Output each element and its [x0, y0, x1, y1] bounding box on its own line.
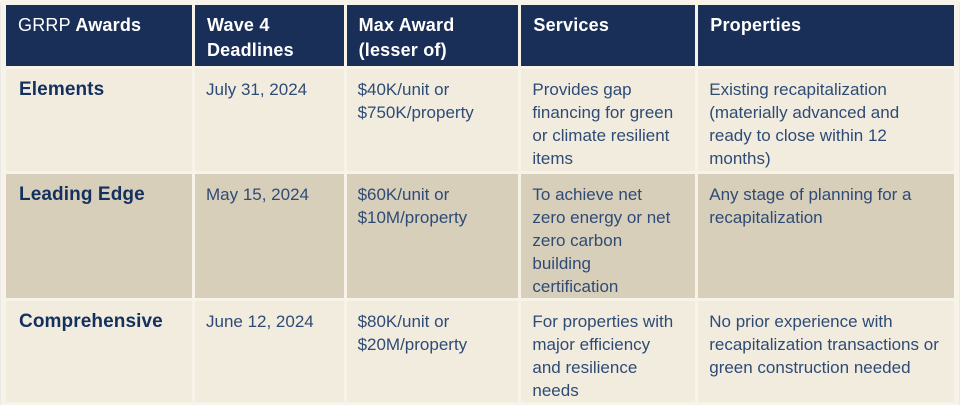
header-properties: Properties [698, 5, 954, 66]
table-row-comprehensive [6, 301, 954, 402]
header-services: Services [521, 5, 695, 66]
header-grrp-prefix: GRRP [18, 15, 71, 35]
header-grrp-suffix: Awards [75, 15, 142, 35]
row-label-elements: Elements [6, 69, 192, 171]
row-label-leading-edge: Leading Edge [6, 174, 192, 298]
row-label-comprehensive: Comprehensive [6, 301, 192, 402]
leading-edge-deadline: May 15, 2024 [195, 174, 344, 298]
header-wave4-deadlines: Wave 4 Deadlines [195, 5, 344, 66]
grrp-awards-table-container [1, 0, 959, 405]
grrp-awards-table [3, 2, 957, 405]
table-header-row [6, 5, 954, 66]
elements-services: Provides gap financing for green or climate resilient items [521, 69, 695, 171]
elements-deadline: July 31, 2024 [195, 69, 344, 171]
table-row-elements [6, 69, 954, 171]
leading-edge-properties: Any stage of planning for a recapitalization [698, 174, 954, 298]
comprehensive-max-award: $80K/unit or $20M/property [347, 301, 519, 402]
elements-properties: Existing recapitalization (materially advanced and ready to close within 12 months) [698, 69, 954, 171]
comprehensive-deadline: June 12, 2024 [195, 301, 344, 402]
header-grrp-awards [6, 5, 192, 66]
comprehensive-services: For properties with major efficiency and resilience needs [521, 301, 695, 402]
comprehensive-properties: No prior experience with recapitalization transactions or green construction needed [698, 301, 954, 402]
elements-max-award: $40K/unit or $750K/property [347, 69, 519, 171]
header-max-award: Max Award (lesser of) [347, 5, 519, 66]
leading-edge-max-award: $60K/unit or $10M/property [347, 174, 519, 298]
table-row-leading-edge [6, 174, 954, 298]
leading-edge-services: To achieve net zero energy or net zero carbon building certification [521, 174, 695, 298]
